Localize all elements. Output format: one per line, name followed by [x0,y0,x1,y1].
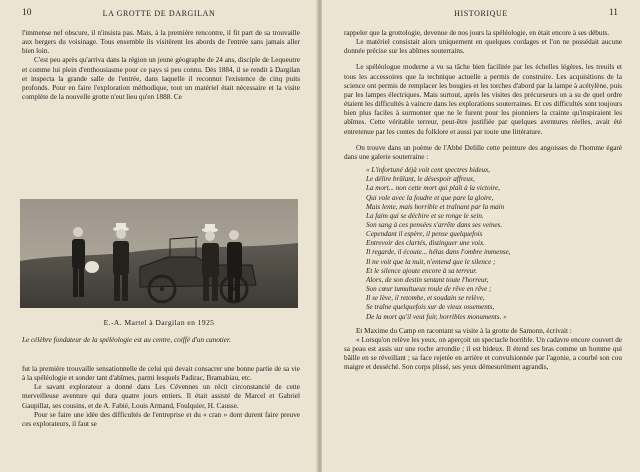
right-page [322,0,640,472]
historical-photograph [20,199,298,308]
poem-line: Mais lente, mais horrible et traînant par la main [366,202,505,211]
right-page-number: 11 [608,8,618,18]
left-running-title: LA GROTTE DE DARGILAN [102,9,216,18]
photo-illustration [20,199,298,308]
paragraph: « Lorsqu'on relève les yeux, on aperçoit un spectacle horrible. Un cadavre encore couvert de sa peau est assis sur une roche arrondie ; il est hideux. Il étend ses bras comme un homme qui bâille en se réveillant ; sa face rejetée en arrière et convulsionnée par l'agonie, a courbé son cou maigre et desséché. Son corps plissé, ses yeux démesurément agrandis, [344,335,622,372]
paragraph: Le spéléologue moderne a vu sa tâche bien facilitée par les échelles légères, les treuils et tous les accessoires que la technique actuelle a permis de construire. Les acquisitions de la science ont permis de remplacer les bougies et les torches d'abord par la lampe à acétylène, puis par les lampes électriques. Mais surtout, après les visites des précurseurs on a su de quel ordre étaient les difficultés à vaincre dans les explorations souterraines. Et ces difficultés sont toujours bien plus faciles à surmonter que ne le furent pour les pionniers la crainte qu'inspiraient les abîmes. Cette véritable terreur, peut-être justifiée par quelques aventures réelles, avait été entretenue par les contes du folklore et aussi par toute une littérature. [344,63,622,136]
poem-line: La faim qui se déchire et se ronge le sein. [366,211,484,220]
poem-line: Cependant il espère, il pense quelquefois [366,230,483,239]
left-page-header [22,8,296,20]
photo-subcaption: Le célèbre fondateur de la spéléologie est au centre, coiffé d'un canotier. [22,336,231,344]
left-page-number: 10 [22,8,32,18]
paragraph: rappeler que la grottologie, devenue de nos jours la spéléologie, en était encore à ses débuts. [344,29,610,37]
left-bottom-text [22,365,300,429]
poem-line: « L'infortuné déjà voit cent spectres hideux, [366,166,490,175]
poem-line: Qui vole avec la foudre et que pare la gloire, [366,193,494,202]
paragraph: Le savant explorateur a donné dans Les Cévennes un récit circonstancié de cette merveilleuse aventure qui dura quatre jours entiers. Il était assisté de Marcel et Gabriel Gaupillat, ses cousins, et de A. Fabié, Louis Armand, Foulquier, H. Causse. [22,383,300,410]
poem-line: Le délire brûlant, le désespoir affreux, [366,175,475,184]
poem-line: Entrevoir des clartés, distinguer une voix. [366,239,485,248]
poem-quote [366,166,622,322]
poem-line: Il regarde, il écoute... hélas dans l'ombre immense, [366,248,511,257]
paragraph: Et Maxime du Camp en racontant sa visite à la grotte de Samonn, écrivait : [356,326,572,335]
poem-line: Et le silence ajoute encore à sa terreur. [366,266,477,275]
poem-line: La mort... non cette mort qui plaît à la victoire, [366,184,500,193]
paragraph: C'est peu après qu'arriva dans la région un jeune géographe de 24 ans, disciple de Lequeutre et comme lui plein d'enthousiasme pour ce pays si peu connu. Dès 1884, il se rendit à Dargilan et inspecta la grande salle de l'entrée, dans laquelle il reconnut l'existence de cinq puits profonds. Pour en faire l'exploration méthodique, tout un matériel était nécessaire et la visite complète de la nouvelle grotte n'eut lieu qu'en 1888. Ce [22,56,300,102]
right-page-header [344,8,618,20]
right-text [344,29,622,372]
poem-line: Il se lève, il retombe, et soudain se relève, [366,294,485,303]
right-running-title: HISTORIQUE [454,9,508,18]
poem-line: Se traîne quelquefois sur de vieux ossements, [366,303,495,312]
poem-line: Alors, de son destin sentant toute l'horreur, [366,275,489,284]
paragraph: Le matériel consistait alors uniquement en quelques cordages et l'on ne possédait aucune donnée précise sur les abîmes souterrains. [344,38,622,56]
poem-line: De la mort qu'il veut fuir, horribles monuments. » [366,312,507,321]
paragraph: Pour se faire une idée des difficultés de l'entreprise et du « cran » dont durent faire preuve ces explorateurs, il faut se [22,410,300,428]
paragraph: l'immense nef obscure, il n'insista pas. Mais, à la première rencontre, il fit part de sa trouvaille aux bergers du voisinage. Tous ensemble ils visitèrent les abords de l'entrée sans jamais aller bien loin. [22,29,300,56]
paragraph: fut la première trouvaille sensationnelle de celui qui devait consacrer une bonne partie de sa vie à la spéléologie et sonder tant d'abîmes, parmi lesquels Padirac, Bramabiau, etc. [22,365,300,383]
left-top-text [22,29,300,102]
poem-line: Il ne voit que la nuit, n'entend que le silence ; [366,257,496,266]
photo-caption: E.-A. Martel à Dargilan en 1925 [103,318,215,327]
paragraph: On trouve dans un poème de l'Abbé Delille cette peinture des angoisses de l'homme égaré dans une galerie souterraine : [344,143,622,161]
poem-line: Son cœur tumultueux roule de rêve en rêve ; [366,285,492,294]
poem-line: Son sang à ces pensées s'arrête dans ses veines. [366,220,503,229]
left-page [0,0,318,472]
